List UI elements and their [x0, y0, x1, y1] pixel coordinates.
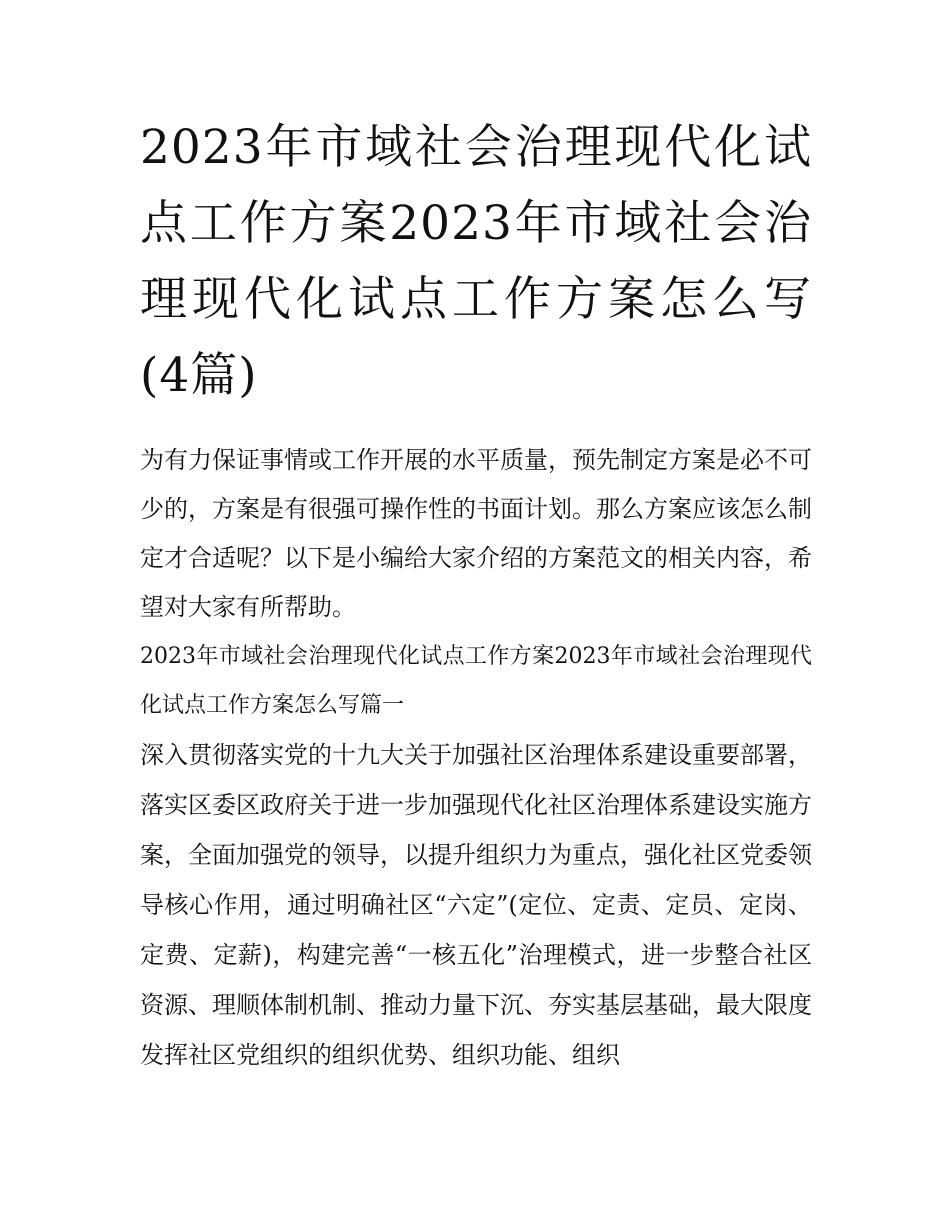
section-title: 2023年市域社会治理现代化试点工作方案2023年市域社会治理现代化试点工作方案怎么写篇一: [140, 644, 812, 718]
document-title: 2023年市域社会治理现代化试点工作方案2023年市域社会治理现代化试点工作方案怎么写(4篇): [140, 120, 812, 403]
body-paragraph: 深入贯彻落实党的十九大关于加强社区治理体系建设重要部署，落实区委区政府关于进一步加强现代化社区治理体系建设实施方案，全面加强党的领导，以提升组织力为重点，强化社区党委领导核心作用，通过明确社区“六定”(定位、定责、定员、定岗、定费、定薪)，构建完善“一核五化”治理模式，进一步整合社区资源、理顺体制机制、推动力量下沉、夯实基层基础，最大限度发挥社区党组织的组织优势、组织功能、组织: [140, 741, 812, 1069]
intro-paragraph: 为有力保证事情或工作开展的水平质量，预先制定方案是必不可少的，方案是有很强可操作性的书面计划。那么方案应该怎么制定才合适呢？以下是小编给大家介绍的方案范文的相关内容，希望对大家有所帮助。: [140, 446, 812, 621]
document-page: [140, 110, 812, 1080]
